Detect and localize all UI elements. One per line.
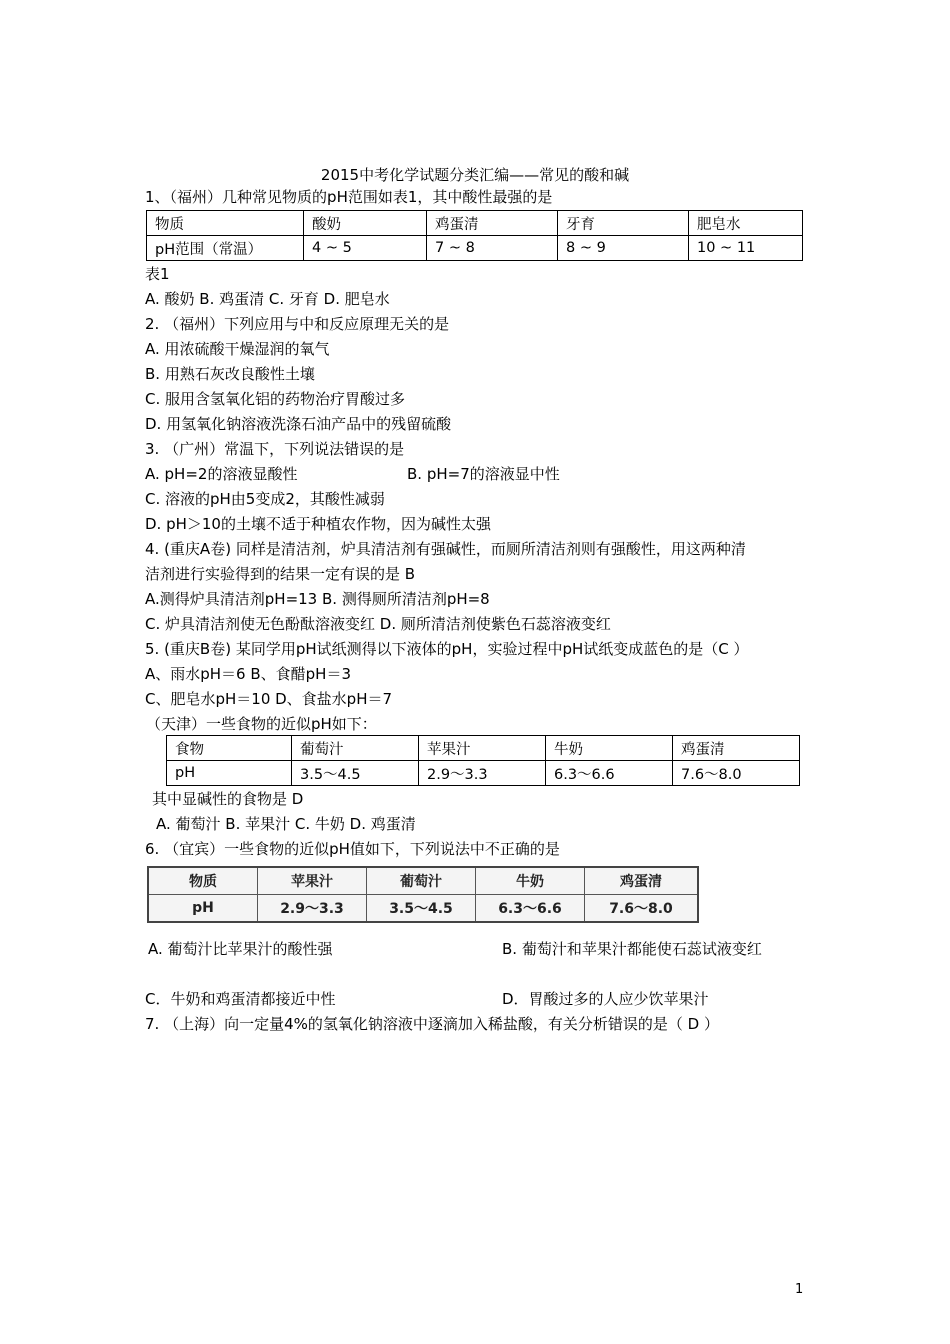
q1-stem: 1、（福州）几种常见物质的pH范围如表1，其中酸性最强的是	[145, 188, 553, 206]
page-number: 1	[795, 1282, 804, 1297]
table-cell: 鸡蛋清	[585, 867, 699, 895]
table-header-row	[147, 211, 803, 236]
document-title: 2015中考化学试题分类汇编——常见的酸和碱	[320, 166, 630, 184]
table-header-row	[148, 867, 698, 895]
q6-stem: 6. （宜宾）一些食物的近似pH值如下，下列说法中不正确的是	[145, 840, 560, 858]
table-cell: 肥皂水	[689, 211, 803, 236]
q2-option-d: D. 用氢氧化钠溶液洗涤石油产品中的残留硫酸	[145, 415, 452, 433]
table-cell: 8 ~ 9	[558, 236, 689, 261]
table-cell: 牙育	[558, 211, 689, 236]
q5-stem: 5. (重庆B卷) 某同学用pH试纸测得以下液体的pH，实验过程中pH试纸变成蓝色的是（C ）	[145, 640, 749, 658]
q1-options: A. 酸奶 B. 鸡蛋清 C. 牙育 D. 肥皂水	[145, 290, 390, 308]
q3-option-a: A. pH=2的溶液显酸性	[145, 465, 298, 483]
tianjin-stem: （天津）一些食物的近似pH如下：	[146, 715, 377, 733]
q6-option-c: C．牛奶和鸡蛋清都接近中性	[145, 990, 336, 1008]
q6-option-a: A. 葡萄汁比苹果汁的酸性强	[148, 940, 333, 958]
table-cell: 苹果汁	[419, 736, 546, 761]
table-cell: 6.3～6.6	[476, 895, 585, 923]
q2-option-a: A. 用浓硫酸干燥湿润的氧气	[145, 340, 330, 358]
table-cell: 葡萄汁	[292, 736, 419, 761]
q2-option-b: B. 用熟石灰改良酸性土壤	[145, 365, 315, 383]
table-cell: 7.6～8.0	[585, 895, 699, 923]
tianjin-table	[166, 735, 800, 786]
table-cell: 物质	[148, 867, 258, 895]
table-cell: 食物	[167, 736, 292, 761]
table-row	[147, 236, 803, 261]
table-cell: 苹果汁	[258, 867, 367, 895]
table-cell: 牛奶	[546, 736, 673, 761]
q4-stem-line1: 4. (重庆A卷) 同样是清洁剂，炉具清洁剂有强碱性，而厕所清洁剂则有强酸性，用这两种清	[145, 540, 746, 558]
table-cell: 2.9～3.3	[258, 895, 367, 923]
q3-stem: 3. （广州）常温下，下列说法错误的是	[145, 440, 405, 458]
q3-option-d: D. pH＞10的土壤不适于种植农作物，因为碱性太强	[145, 515, 491, 533]
q7-stem: 7. （上海）向一定量4%的氢氧化钠溶液中逐滴加入稀盐酸，有关分析错误的是（ D ）	[145, 1015, 719, 1033]
q5-options-ab: A、雨水pH＝6 B、食醋pH＝3	[145, 665, 352, 683]
q2-option-c: C. 服用含氢氧化铝的药物治疗胃酸过多	[145, 390, 406, 408]
q3-option-b: B. pH=7的溶液显中性	[407, 465, 560, 483]
q6-table-image	[147, 866, 699, 923]
q4-stem-line2: 洁剂进行实验得到的结果一定有误的是 B	[145, 565, 416, 583]
q6-option-b: B. 葡萄汁和苹果汁都能使石蕊试液变红	[502, 940, 762, 958]
q1-caption: 表1	[145, 265, 170, 283]
q3-option-c: C. 溶液的pH由5变成2，其酸性减弱	[145, 490, 385, 508]
table-cell: 鸡蛋清	[427, 211, 558, 236]
q4-options-cd: C. 炉具清洁剂使无色酚酞溶液变红 D. 厕所清洁剂使紫色石蕊溶液变红	[145, 615, 611, 633]
table-cell: 3.5～4.5	[367, 895, 476, 923]
table-cell: 酸奶	[304, 211, 427, 236]
table-cell: 牛奶	[476, 867, 585, 895]
table-cell: pH	[167, 761, 292, 786]
table-cell: 4 ~ 5	[304, 236, 427, 261]
table-cell: 7 ~ 8	[427, 236, 558, 261]
tianjin-options: A. 葡萄汁 B. 苹果汁 C. 牛奶 D. 鸡蛋清	[156, 815, 416, 833]
q1-table	[146, 210, 803, 261]
table-header-row	[167, 736, 800, 761]
table-cell: 7.6～8.0	[673, 761, 800, 786]
table-cell: 3.5～4.5	[292, 761, 419, 786]
table-cell: pH	[148, 895, 258, 923]
table-cell: 2.9～3.3	[419, 761, 546, 786]
tianjin-question: 其中显碱性的食物是 D	[152, 790, 304, 808]
q2-stem: 2. （福州）下列应用与中和反应原理无关的是	[145, 315, 450, 333]
table-cell: 6.3～6.6	[546, 761, 673, 786]
table-cell: pH范围（常温）	[147, 236, 304, 261]
table-cell: 鸡蛋清	[673, 736, 800, 761]
q6-option-d: D．胃酸过多的人应少饮苹果汁	[502, 990, 709, 1008]
table-row	[167, 761, 800, 786]
table-cell: 物质	[147, 211, 304, 236]
table-cell: 10 ~ 11	[689, 236, 803, 261]
q4-options-ab: A.测得炉具清洁剂pH=13 B. 测得厕所清洁剂pH=8	[145, 590, 490, 608]
q5-options-cd: C、肥皂水pH＝10 D、食盐水pH＝7	[145, 690, 393, 708]
table-cell: 葡萄汁	[367, 867, 476, 895]
table-row	[148, 895, 698, 923]
